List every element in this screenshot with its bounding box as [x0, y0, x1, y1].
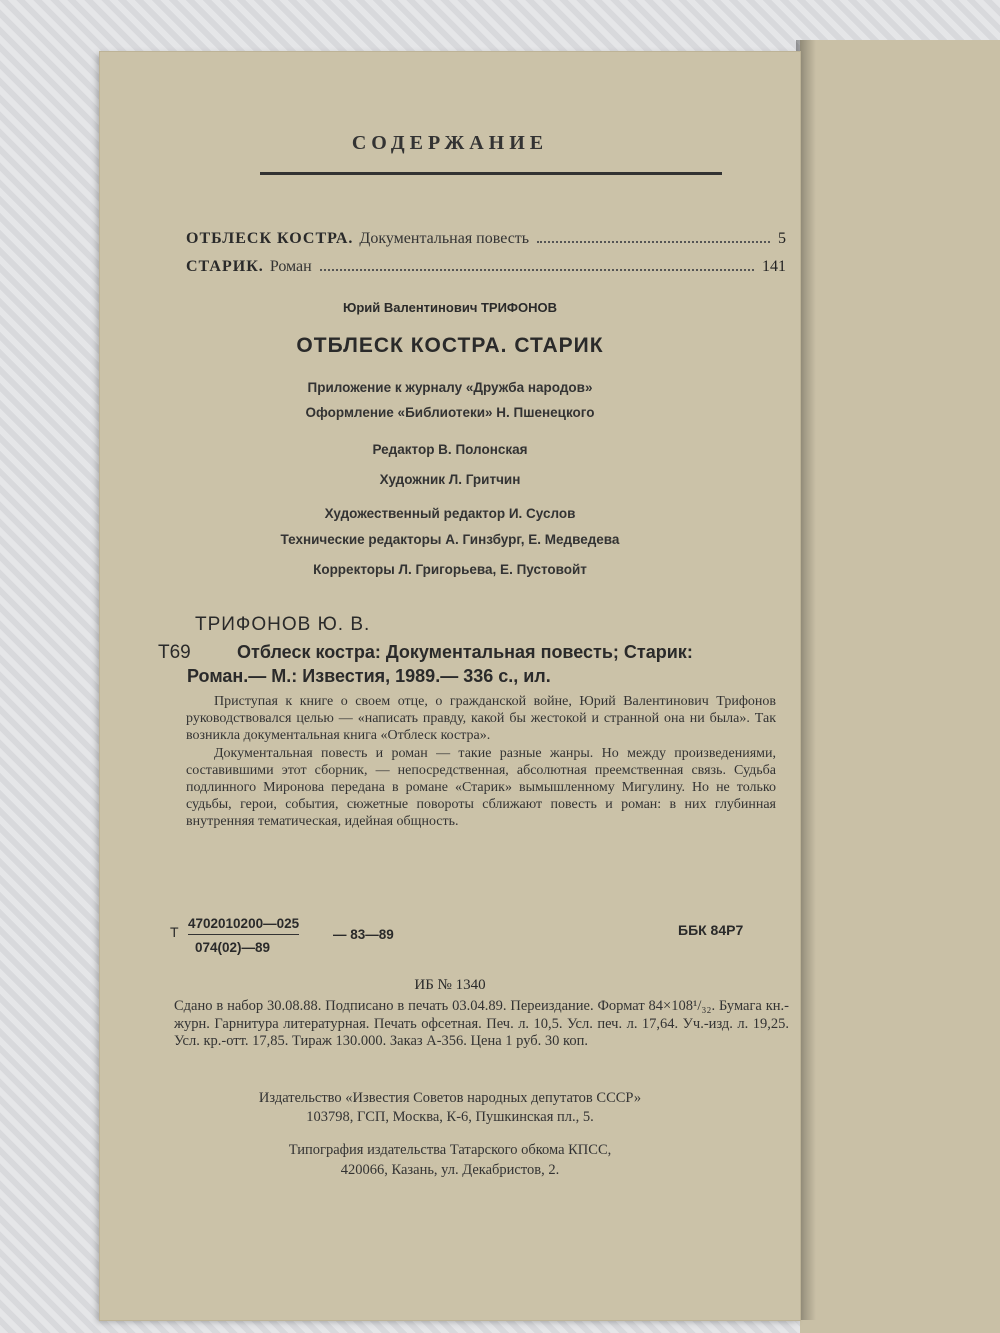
credit-line: Художник Л. Гритчин: [379, 472, 521, 487]
toc-entry-page: 141: [762, 258, 786, 275]
book-page: [100, 52, 800, 1320]
toc-entry[interactable]: [186, 230, 786, 254]
publisher-name: Издательство «Известия Советов народных депутатов СССР»: [258, 1090, 642, 1106]
annotation-paragraph: Приступая к книге о своем отце, о гражданской войне, Юрий Валентинович Трифонов руководствовался целью — «написать правду, какой бы жестокой и странной она ни была». Так возникла документальная книга «Отблеск костра».: [186, 694, 776, 744]
isbn-numerator: 4702010200—025: [188, 916, 299, 935]
printer-name: Типография издательства Татарского обкома КПСС,: [288, 1142, 612, 1158]
toc-entry-title: ОТБЛЕСК КОСТРА.: [186, 230, 354, 247]
isbn-letter: Т: [170, 924, 179, 940]
annotation: [186, 693, 776, 831]
toc-entry-subtitle: Роман: [269, 258, 312, 275]
toc-entry-subtitle: Документальная повесть: [359, 230, 530, 247]
credit-line: Технические редакторы А. Гинзбург, Е. Медведева: [280, 532, 620, 547]
credit-line: Оформление «Библиотеки» Н. Пшенецкого: [305, 405, 595, 420]
catalog-description-line: Роман.— М.: Известия, 1989.— 336 с., ил.: [187, 666, 551, 686]
toc-rule: [260, 172, 722, 175]
credit-line: Редактор В. Полонская: [372, 442, 528, 457]
isbn-tail: — 83—89: [333, 927, 394, 942]
catalog-code: Т69: [158, 642, 191, 663]
facing-page: [800, 40, 1000, 1333]
printer-address: 420066, Казань, ул. Декабристов, 2.: [340, 1162, 560, 1178]
toc-leader-dots: [320, 269, 754, 271]
catalog-description-line: Отблеск костра: Документальная повесть; Старик:: [237, 642, 693, 662]
imprint-details: Сдано в набор 30.08.88. Подписано в печать 03.04.89. Переиздание. Формат 84×108¹/₃₂. Бумага кн.-журн. Гарнитура литературная. Печать офсетная. Печ. л. 10,5. Усл. печ. л. 17,64. Уч.-изд. л. 19,25. Усл. кр.-отт. 17,85. Тираж 130.000. Заказ А-356. Цена 1 руб. 30 коп.: [174, 998, 789, 1049]
credit-line: Художественный редактор И. Суслов: [324, 506, 576, 521]
toc-entry[interactable]: [186, 258, 786, 282]
toc-leader-dots: [537, 241, 770, 243]
isbn-denominator: 074(02)—89: [195, 940, 271, 955]
bbk-code: ББК 84Р7: [678, 922, 744, 938]
toc-entry-page: 5: [778, 230, 786, 247]
book-title: ОТБЛЕСК КОСТРА. СТАРИК: [296, 334, 604, 357]
ib-number: ИБ № 1340: [414, 977, 486, 993]
toc-entry-title: СТАРИК.: [186, 258, 264, 275]
annotation-paragraph: Документальная повесть и роман — такие разные жанры. Но между произведениями, составившими этот сборник, — непосредственная, абсолютная преемственная связь. Судьба подлинного Миронова передана в романе «Старик» вымышленному Мигулину. Но не только судьбы, герои, события, сюжетные повороты сближают повесть и роман: в них глубинная внутренняя тематическая, идейная общность.: [186, 745, 776, 830]
credit-line: Приложение к журналу «Дружба народов»: [307, 380, 593, 395]
toc-heading: СОДЕРЖАНИЕ: [351, 132, 549, 154]
publisher-address: 103798, ГСП, Москва, К-6, Пушкинская пл., 5.: [306, 1109, 594, 1125]
credit-line: Корректоры Л. Григорьева, Е. Пустовойт: [313, 562, 587, 577]
catalog-author: ТРИФОНОВ Ю. В.: [195, 614, 371, 635]
author-full-name: Юрий Валентинович ТРИФОНОВ: [342, 300, 558, 315]
